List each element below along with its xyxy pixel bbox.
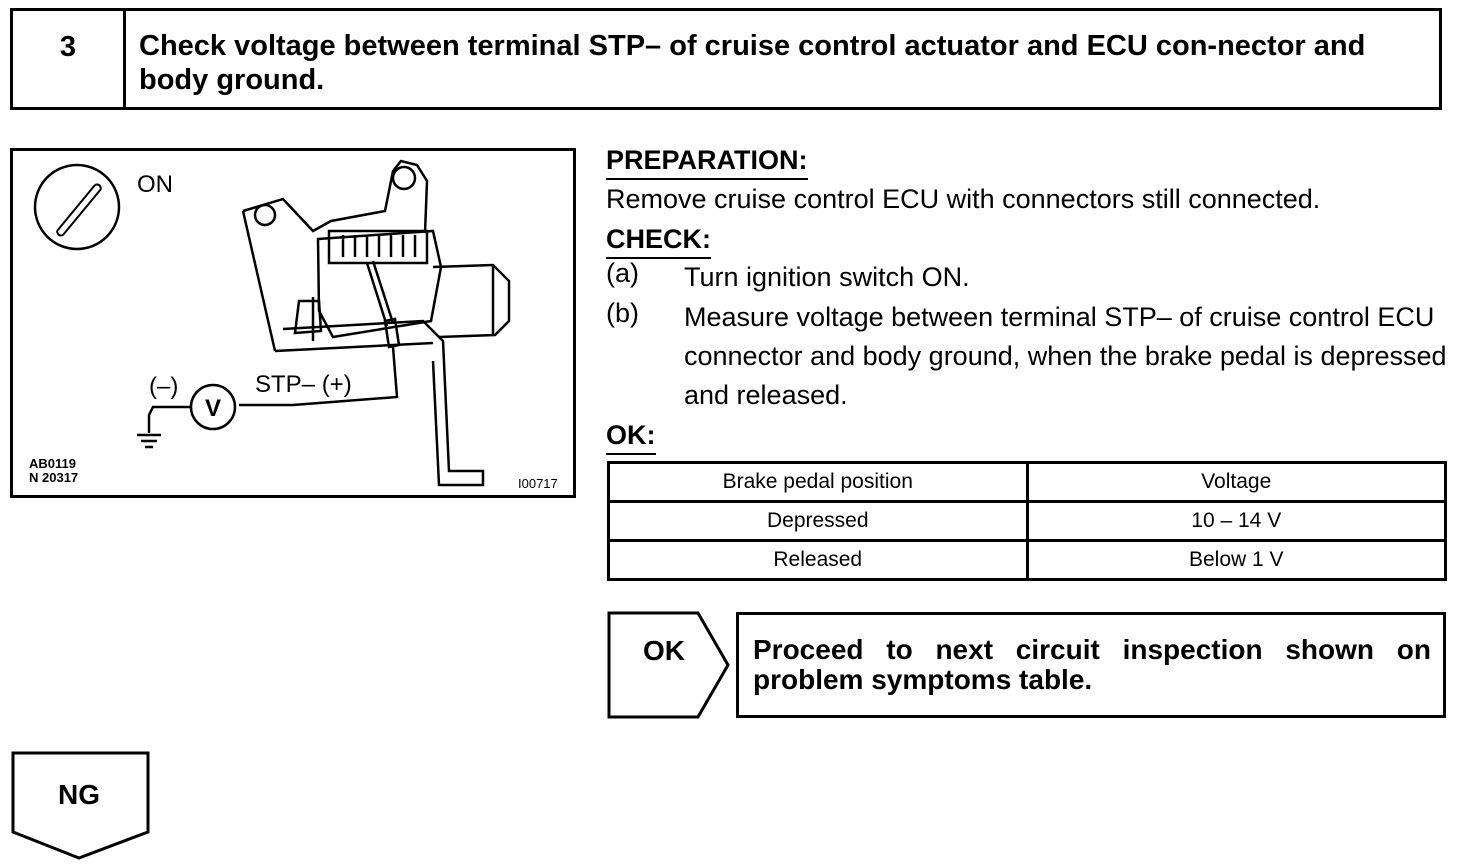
ng-arrow-box [10,750,152,862]
table-header-cell: Brake pedal position [609,463,1028,502]
check-item-text: Turn ignition switch ON. [684,262,970,292]
table-row [609,502,1446,541]
preparation-text: Remove cruise control ECU with connectors still connected. [606,184,1321,214]
table-header-cell: Voltage [1027,463,1446,502]
ignition-switch-icon [35,165,119,249]
ng-label: NG [58,779,100,810]
table-header-row [609,463,1446,502]
switch-on-label: ON [137,171,173,198]
cruise-actuator-icon [243,161,509,485]
minus-terminal-label: (–) [149,373,179,400]
step-number: 3 [13,11,126,107]
stp-terminal-label: STP– (+) [255,371,352,398]
ok-arrow-box [606,610,732,722]
table-row [609,541,1446,580]
table-cell: 10 – 14 V [1027,502,1446,541]
wiring-illustration [10,148,576,498]
check-item-mark: (a) [606,258,639,288]
voltmeter-icon [191,385,235,429]
figure-code: N 20317 [29,470,79,485]
actuator-drawing [13,151,573,495]
ok-result-text: Proceed to next circuit inspection shown on problem symptoms table. [736,612,1446,718]
step-header [10,8,1442,110]
check-item-text: Measure voltage between terminal STP– of cruise control ECU connector and body ground, when the brake pedal is depressed and released. [684,302,1447,410]
table-cell: Below 1 V [1027,541,1446,580]
voltmeter-label: V [204,395,222,422]
ok-heading: OK: [606,420,656,455]
figure-code: AB0119 [29,456,76,471]
table-cell: Depressed [609,502,1028,541]
ok-label: OK [643,635,685,666]
ok-spec-table [607,461,1447,581]
preparation-heading: PREPARATION: [606,145,808,180]
check-item-mark: (b) [606,298,639,328]
step-title: Check voltage between terminal STP– of cruise control actuator and ECU con-nector and body ground. [139,30,1366,96]
check-heading: CHECK: [606,224,711,259]
table-cell: Released [609,541,1028,580]
figure-code: I00717 [518,476,558,491]
ground-symbol-icon [137,407,191,447]
